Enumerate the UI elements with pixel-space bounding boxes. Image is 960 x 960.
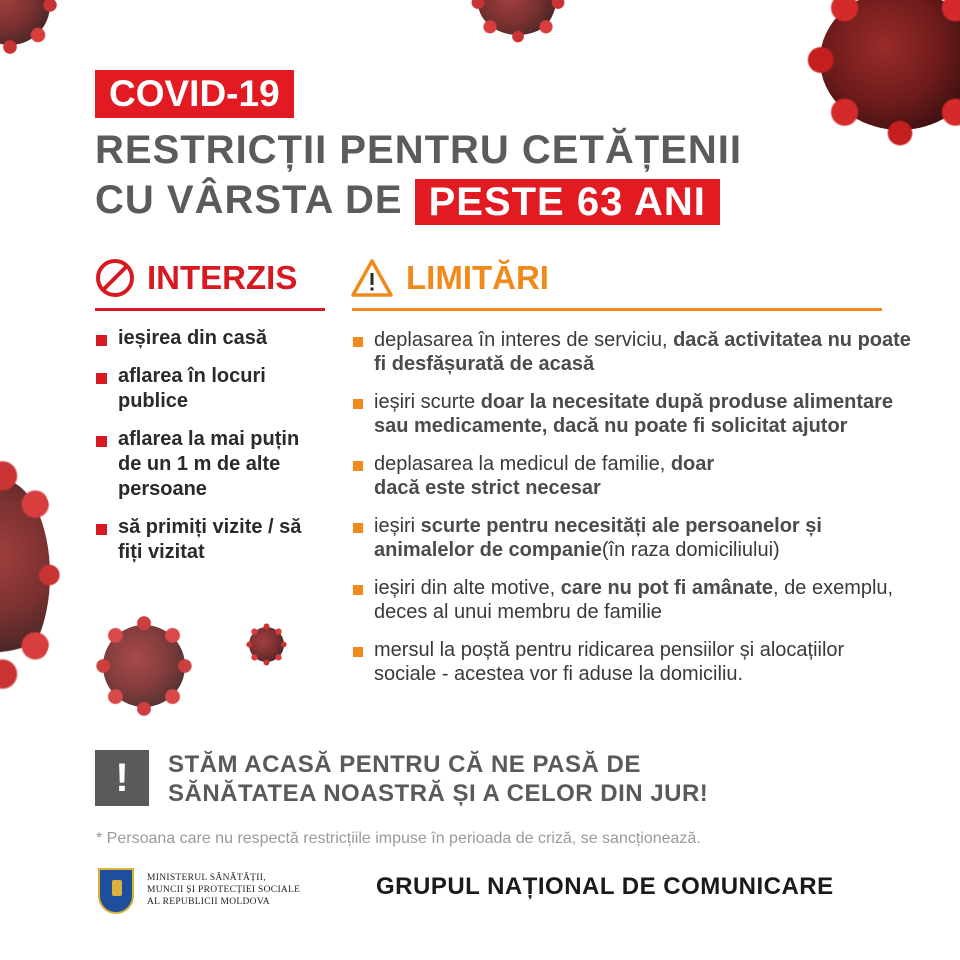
virus-illustration-top-center — [478, 0, 558, 35]
exclamation-icon: ! — [95, 750, 149, 806]
bullet-square — [353, 647, 363, 657]
age-badge: PESTE 63 ANI — [415, 179, 720, 225]
stay-home-line-1: STĂM ACASĂ PENTRU CĂ NE PASĂ DE — [168, 751, 641, 778]
stay-home-line-2: SĂNĂTATEA NOASTRĂ ȘI A CELOR DIN JUR! — [168, 780, 709, 807]
list-item: aflarea în locuri publice — [96, 364, 268, 414]
covid-badge: COVID-19 — [95, 70, 294, 118]
bullet-square — [353, 461, 363, 471]
ministry-name: MINISTERUL SĂNĂTĂȚII, MUNCII ȘI PROTECȚIEI SOCIALE AL REPUBLICII MOLDOVA — [147, 873, 301, 907]
virus-illustration-top-left — [0, 0, 50, 45]
list-item: deplasarea la medicul de familie, doar dacă este strict necesar — [352, 452, 754, 500]
title-line-2 — [95, 178, 720, 225]
bullet-square — [96, 335, 107, 346]
warning-icon — [350, 258, 394, 298]
limitari-divider — [352, 308, 882, 311]
interzis-list — [96, 326, 336, 578]
communication-group-name: GRUPUL NAȚIONAL DE COMUNICARE — [376, 873, 834, 900]
list-item: ieșiri scurte pentru necesități ale persoanelor și animalelor de companie(în raza domiciliului) — [352, 514, 912, 562]
list-item: ieșiri din alte motive, care nu pot fi amânate, de exemplu, deces al unui membru de familie — [352, 576, 894, 624]
limitari-title: LIMITĂRI — [406, 259, 549, 296]
prohibited-icon — [95, 258, 135, 298]
title-line-2-prefix: CU VÂRSTA DE — [95, 178, 403, 222]
bullet-square — [353, 337, 363, 347]
bullet-square — [353, 585, 363, 595]
bullet-square — [96, 436, 107, 447]
interzis-heading — [95, 255, 297, 301]
title-line-1: RESTRICȚII PENTRU CETĂȚENII — [95, 128, 743, 172]
list-item: aflarea la mai puțin de un 1 m de alte persoane — [96, 427, 323, 502]
list-item: mersul la poștă pentru ridicarea pensiilor și alocațiilor sociale - acestea vor fi aduse la domiciliu. — [352, 638, 912, 686]
bullet-square — [353, 399, 363, 409]
virus-illustration-left — [0, 480, 50, 670]
limitari-heading — [350, 255, 549, 301]
limitari-list — [352, 328, 912, 700]
bullet-square — [96, 373, 107, 384]
list-item: să primiți vizite / să fiți vizitat — [96, 515, 323, 565]
stay-home-message — [168, 750, 728, 808]
list-item: ieșirea din casă — [96, 326, 336, 351]
interzis-divider — [95, 308, 325, 311]
interzis-title: INTERZIS — [147, 259, 298, 296]
list-item: deplasarea în interes de serviciu, dacă activitatea nu poate fi desfășurată de acasă — [352, 328, 912, 376]
bullet-square — [353, 523, 363, 533]
virus-illustration-middle-left — [103, 625, 185, 707]
virus-illustration-small — [249, 627, 284, 662]
bullet-square — [96, 524, 107, 535]
list-item: ieșiri scurte doar la necesitate după produse alimentare sau medicamente, dacă nu poate fi solicitat ajutor — [352, 390, 912, 438]
virus-illustration-top-right — [820, 0, 960, 130]
sanction-footnote: * Persoana care nu respectă restricțiile impuse în perioada de criză, se sancționează. — [96, 830, 701, 847]
moldova-coat-of-arms-icon — [98, 868, 134, 914]
